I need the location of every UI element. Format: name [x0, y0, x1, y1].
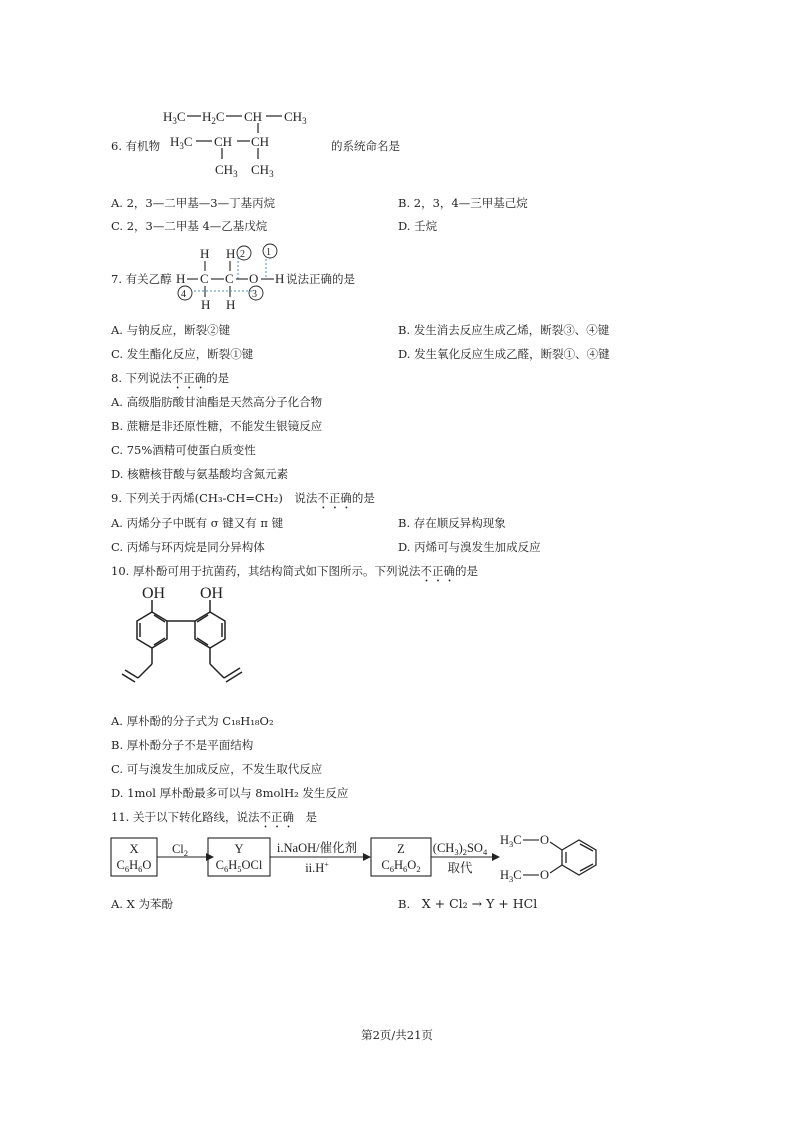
svg-text:C: C [200, 271, 209, 286]
svg-text:3: 3 [252, 289, 257, 300]
reagent-h-plus: ii.H+ [305, 860, 329, 875]
svg-text:2: 2 [240, 249, 245, 260]
q8-option-d[interactable]: D. 核糖核苷酸与氨基酸均含氮元素 [111, 467, 289, 481]
q8-option-a[interactable]: A. 高级脂肪酸甘油酯是天然高分子化合物 [111, 395, 323, 409]
svg-text:H: H [201, 297, 211, 312]
q7-option-b[interactable]: B. 发生消去反应生成乙烯，断裂③、④键 [398, 323, 610, 337]
svg-text:H3C: $H_3C$ [170, 134, 193, 151]
page-number: 第2页/共21页 [361, 1028, 433, 1042]
svg-text:O: O [540, 833, 550, 847]
q7-option-c[interactable]: C. 发生酯化反应，断裂①键 [111, 347, 254, 361]
q9-option-a[interactable]: A. 丙烯分子中既有 σ 键又有 π 键 [111, 516, 284, 530]
svg-text:H: H [226, 246, 236, 261]
q8-option-b[interactable]: B. 蔗糖是非还原性糖，不能发生银镜反应 [111, 419, 323, 433]
q10-option-d[interactable]: D. 1mol 厚朴酚最多可以与 8molH₂ 发生反应 [111, 786, 349, 800]
svg-text:OH: OH [142, 585, 166, 602]
svg-text:CH: CH [214, 134, 233, 149]
svg-text:H: H [176, 271, 186, 286]
box-z-formula: $C_6H_6O_2$ [381, 858, 421, 874]
box-x-formula: $C_6H_6O$ [116, 858, 152, 874]
q7-ethanol-structure [174, 243, 294, 315]
svg-text:CH: CH [244, 109, 263, 124]
q6-option-c[interactable]: C. 2，3—二甲基 4—乙基戊烷 [111, 219, 268, 233]
q7-stem: 7. 有关乙醇 [111, 272, 172, 286]
svg-text:H3C: $H_3C$ [163, 109, 186, 126]
svg-text:1: 1 [266, 247, 271, 258]
box-y-label: Y [234, 842, 244, 856]
svg-text:H: H [200, 246, 210, 261]
q10-option-c[interactable]: C. 可与溴发生加成反应，不发生取代反应 [111, 762, 323, 776]
q6-stem: 6. 有机物 [111, 139, 161, 153]
q11-option-a[interactable]: A. X 为苯酚 [111, 897, 173, 911]
box-z-label: Z [397, 842, 405, 856]
q8-stem: 8. 下列说法不正确的是 [111, 371, 230, 385]
q9-option-c[interactable]: C. 丙烯与环丙烷是同分异构体 [111, 540, 265, 554]
svg-text:C: C [225, 271, 234, 286]
q11-stem: 11. 关于以下转化路线，说法不正确 是 [111, 810, 317, 824]
q6-option-b[interactable]: B. 2，3，4—三甲基己烷 [398, 196, 528, 210]
svg-text:H2C: $H_2C$ [202, 109, 225, 126]
magnolol-structure [110, 582, 250, 707]
svg-text:CH: CH [251, 134, 270, 149]
q11-option-b[interactable] [398, 897, 537, 911]
svg-text:4: 4 [181, 289, 186, 300]
svg-text:CH3: $CH_3$ [251, 162, 274, 179]
q11-option-b-label: B. [398, 897, 411, 911]
reagent-substitution: 取代 [447, 861, 473, 875]
svg-text:O: O [540, 868, 550, 882]
q11-reaction-scheme [110, 832, 610, 892]
q7-stem-tail: 说法正确的是 [286, 272, 355, 286]
reagent-dimethyl-sulfate: $(CH_3)_2SO_4$ [432, 841, 488, 857]
box-y-formula: $C_6H_5OCl$ [215, 858, 263, 874]
svg-text:H: H [226, 297, 236, 312]
svg-text:O: O [249, 271, 259, 286]
q9-option-d[interactable]: D. 丙烯可与溴发生加成反应 [398, 540, 541, 554]
reagent-cl2: $Cl_2$ [171, 842, 189, 858]
q6-option-d[interactable]: D. 壬烷 [398, 219, 438, 233]
q8-option-c[interactable]: C. 75%酒精可使蛋白质变性 [111, 443, 256, 457]
q7-option-a[interactable]: A. 与钠反应，断裂②键 [111, 323, 231, 337]
svg-text:CH3: $CH_3$ [284, 109, 307, 126]
svg-text:H: H [275, 271, 285, 286]
q7-option-d[interactable]: D. 发生氧化反应生成乙醛，断裂①、④键 [398, 347, 610, 361]
q10-option-b[interactable]: B. 厚朴酚分子不是平面结构 [111, 738, 254, 752]
q6-option-a[interactable]: A. 2，3—二甲基—3—丁基丙烷 [111, 196, 276, 210]
q9-option-b[interactable]: B. 存在顺反异构现象 [398, 516, 506, 530]
q11-option-b-equation: X + Cl₂ → Y + HCl [421, 896, 538, 911]
svg-text:OH: OH [200, 585, 224, 602]
q6-structure-diagram [160, 102, 340, 182]
svg-text:H3C: $H_3C$ [500, 833, 522, 849]
box-x-label: X [129, 842, 139, 856]
q9-stem: 9. 下列关于丙烯(CH₃-CH=CH₂) 说法不正确的是 [111, 491, 375, 505]
q6-stem-tail: 的系统命名是 [331, 139, 400, 153]
q10-stem: 10. 厚朴酚可用于抗菌药，其结构简式如下图所示。下列说法不正确的是 [111, 564, 478, 578]
svg-text:CH3: $CH_3$ [215, 162, 238, 179]
q10-option-a[interactable]: A. 厚朴酚的分子式为 C₁₈H₁₈O₂ [111, 714, 274, 728]
reagent-naoh: i.NaOH/催化剂 [276, 841, 358, 855]
svg-text:H3C: $H_3C$ [500, 868, 522, 884]
